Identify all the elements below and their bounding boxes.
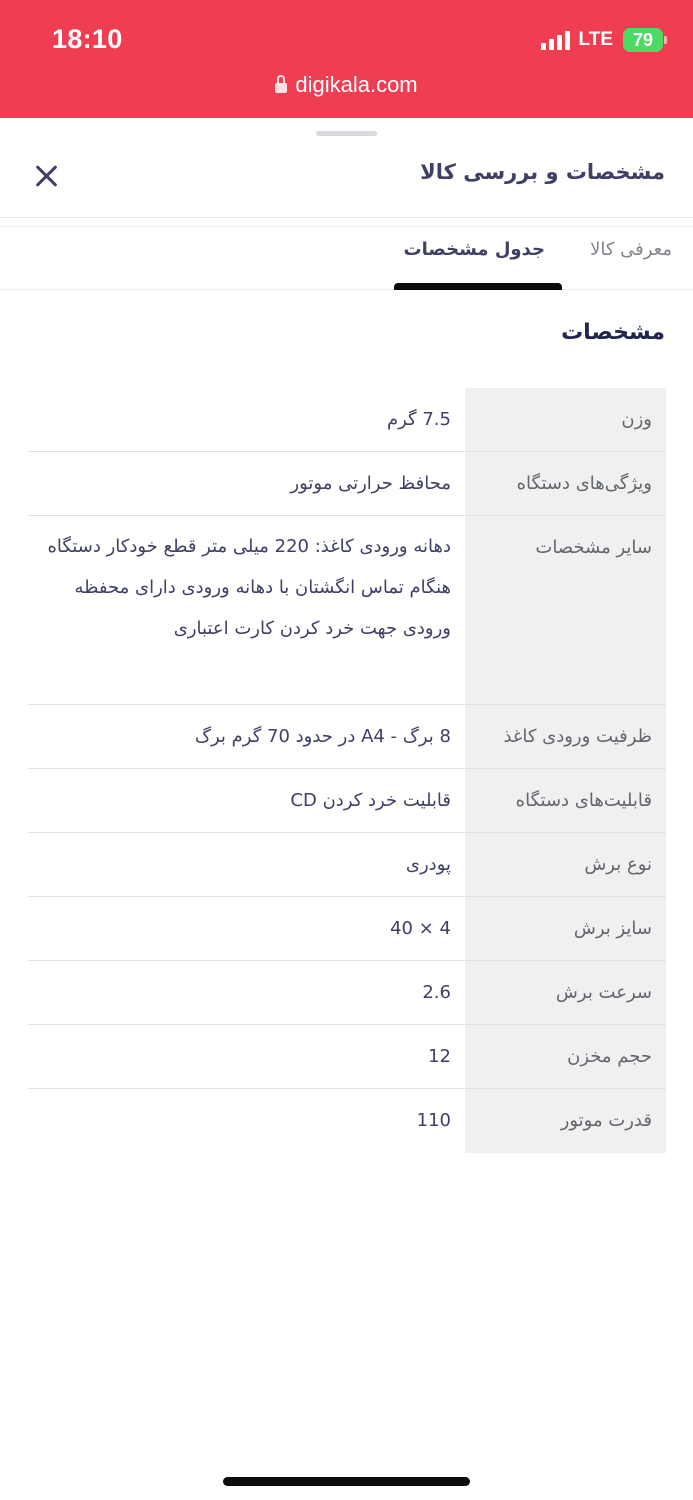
spec-row (28, 961, 666, 1025)
spec-key: نوع برش (465, 833, 666, 896)
spec-table (28, 388, 666, 1153)
spec-key: سایر مشخصات (465, 516, 666, 704)
network-type: LTE (578, 29, 613, 50)
spec-value: پودری (405, 854, 451, 875)
spec-row (28, 516, 666, 705)
spec-row (28, 452, 666, 516)
spec-key: وزن (465, 388, 666, 451)
battery-level: 79 (632, 29, 654, 50)
sheet-title: مشخصات و بررسی کالا (420, 160, 665, 184)
spec-row (28, 705, 666, 769)
active-tab-indicator (394, 283, 562, 290)
spec-key: حجم مخزن (465, 1025, 666, 1088)
spec-key: سرعت برش (465, 961, 666, 1024)
tab-bar (0, 226, 693, 290)
spec-row (28, 833, 666, 897)
spec-value: 8 برگ - A4 در حدود 70 گرم برگ (194, 726, 451, 747)
home-indicator[interactable] (223, 1477, 470, 1486)
url-text: digikala.com (295, 72, 418, 97)
spec-value: قابلیت خرد کردن CD (290, 790, 451, 811)
spec-key: ظرفیت ورودی کاغذ (465, 705, 666, 768)
spec-value: 4 × 40 (390, 918, 451, 939)
spec-value: محافظ حرارتی موتور (290, 473, 451, 494)
tab-specifications[interactable]: جدول مشخصات (403, 239, 545, 260)
spec-value: دهانه ورودی کاغذ: 220 میلی متر قطع خودکار دستگاه هنگام تماس انگشتان با دهانه ورودی دارای محفظه ورودی جهت خرد کردن کارت اعتباری (47, 536, 451, 639)
spec-value: 2.6 (422, 982, 451, 1003)
spec-key: قابلیت‌های دستگاه (465, 769, 666, 832)
spec-row (28, 1089, 666, 1153)
spec-row (28, 1025, 666, 1089)
status-indicators (541, 28, 663, 52)
spec-row (28, 897, 666, 961)
spec-key: سایز برش (465, 897, 666, 960)
sheet-drag-handle[interactable] (316, 131, 377, 136)
lock-icon (275, 80, 287, 94)
spec-key: ویژگی‌های دستگاه (465, 452, 666, 515)
sheet-header (0, 140, 693, 218)
battery-icon (623, 28, 663, 52)
spec-row (28, 769, 666, 833)
spec-value: 7.5 گرم (386, 409, 451, 430)
section-title: مشخصات (561, 320, 665, 345)
signal-icon (541, 30, 570, 50)
spec-row (28, 388, 666, 452)
status-time: 18:10 (52, 24, 123, 54)
address-bar[interactable] (0, 72, 693, 98)
close-icon[interactable] (30, 160, 62, 192)
spec-value: 12 (428, 1046, 451, 1067)
spec-value: 110 (416, 1110, 451, 1131)
status-bar (0, 0, 693, 118)
spec-key: قدرت موتور (465, 1089, 666, 1153)
tab-introduction[interactable]: معرفی کالا (590, 239, 672, 260)
